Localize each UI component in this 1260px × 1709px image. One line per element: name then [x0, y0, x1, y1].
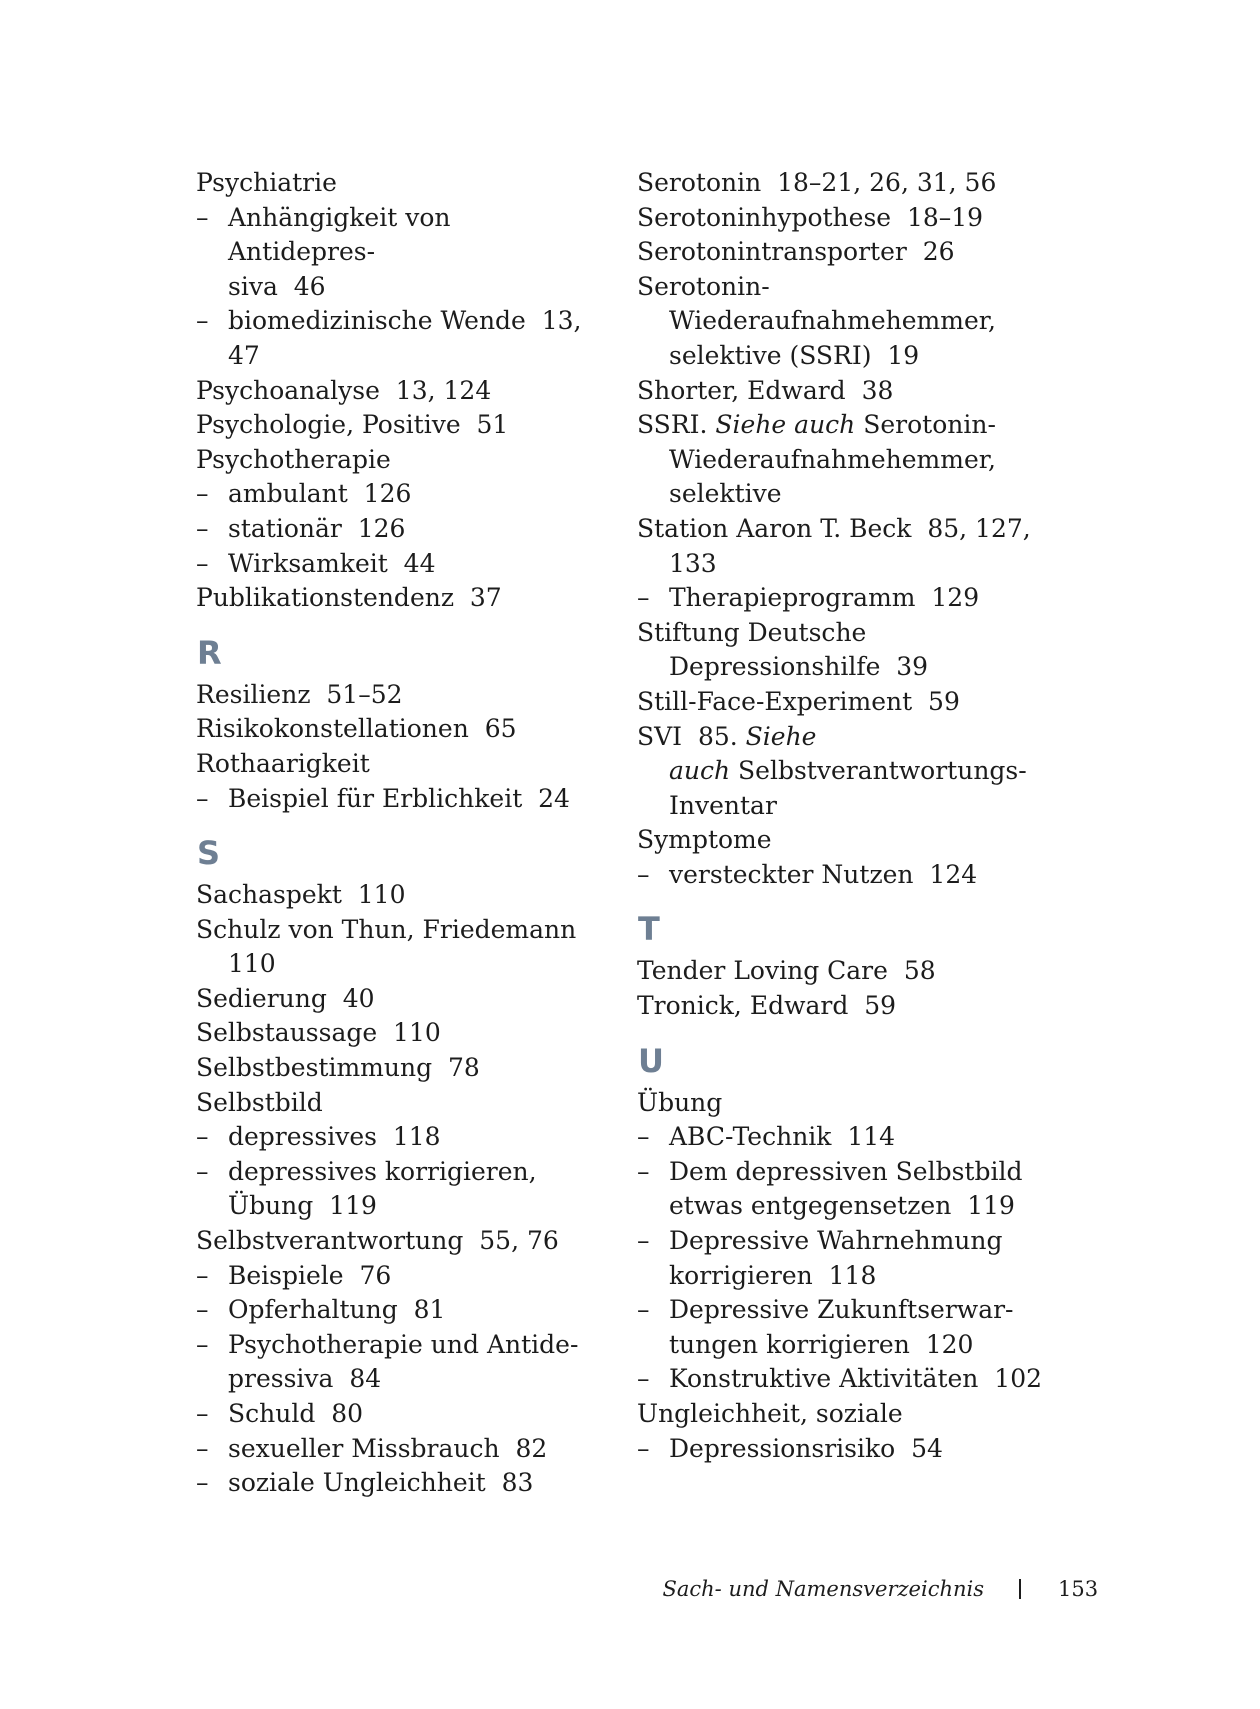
subentry-dash: –	[196, 1399, 209, 1428]
subentry-text: ABC-Technik 114	[669, 1122, 896, 1152]
index-entry: Serotoninhypothese 18–19	[637, 202, 984, 232]
index-subentry	[196, 1397, 596, 1432]
subentry-dash: –	[637, 1226, 650, 1256]
index-entry: Sedierung 40	[196, 983, 375, 1013]
subentry-text: Depressionsrisiko 54	[669, 1433, 943, 1463]
index-subentry	[196, 1432, 596, 1467]
index-entry: Shorter, Edward 38	[637, 375, 894, 405]
subentry-text: Depressive Wahrnehmung korrigieren 118	[669, 1226, 1003, 1290]
subentry-dash: –	[196, 1329, 209, 1359]
index-entry: Serotonintransporter 26	[637, 237, 955, 267]
subentry-text: Konstruktive Aktivitäten 102	[669, 1364, 1043, 1394]
index-entry: Tronick, Edward 59	[637, 991, 897, 1021]
index-subentry	[196, 782, 596, 817]
index-column-right	[637, 166, 1067, 1466]
index-entry: Selbstbild	[196, 1087, 323, 1117]
index-subentry	[196, 512, 596, 547]
section-t-entries	[637, 954, 1067, 1023]
index-subentry	[637, 1293, 1067, 1362]
subentry-dash: –	[196, 1295, 209, 1325]
subentry-dash: –	[637, 583, 650, 613]
subentry-text: Depressive Zukunftserwar- tungen korrigieren 120	[669, 1295, 1014, 1359]
index-entry: Psychotherapie	[196, 444, 391, 474]
index-subentry	[637, 858, 1067, 893]
subentry-text: Anhängigkeit von Antidepres- siva 46	[228, 202, 451, 301]
index-entry: Station Aaron T. Beck 85, 127, 133	[637, 513, 1031, 578]
index-subentry	[196, 1466, 596, 1501]
subentry-dash: –	[637, 1156, 650, 1186]
index-entry: Serotonin- Wiederaufnahmehemmer, selektive (SSRI) 19	[637, 271, 996, 370]
index-subentry	[637, 1224, 1067, 1293]
index-subentry	[196, 547, 596, 582]
subentry-dash: –	[196, 1260, 209, 1290]
subentry-text: depressives 118	[228, 1122, 441, 1152]
index-entry-ssri: SSRI. Siehe auch Serotonin- Wiederaufnahmehemmer, selektive	[637, 410, 996, 509]
subentry-text: Dem depressiven Selbstbild etwas entgegensetzen 119	[669, 1156, 1023, 1221]
index-subentry	[196, 1120, 596, 1155]
subentry-dash: –	[196, 513, 209, 543]
section-letter-r: R	[197, 633, 222, 672]
index-entry-svi: SVI 85. Siehe auch Selbstverantwortungs- Inventar	[637, 721, 1027, 820]
index-subentry	[196, 1259, 596, 1294]
section-letter-t: T	[638, 910, 660, 949]
index-entry: Schulz von Thun, Friedemann 110	[196, 914, 577, 979]
index-subentry	[637, 581, 1067, 616]
subentry-text: Wirksamkeit 44	[228, 548, 436, 578]
subentry-text: Psychotherapie und Antide- pressiva 84	[228, 1329, 579, 1394]
subentry-dash: –	[196, 479, 209, 509]
subentry-text: stationär 126	[228, 513, 406, 543]
subentry-dash: –	[637, 1122, 650, 1152]
index-subentry	[196, 304, 596, 373]
subentry-text: Therapieprogramm 129	[669, 583, 980, 613]
subentry-text: Schuld 80	[228, 1399, 364, 1428]
subentry-dash: –	[196, 783, 209, 813]
subentry-text: Beispiele 76	[228, 1260, 392, 1290]
index-entry: Still-Face-Experiment 59	[637, 686, 960, 716]
subentry-dash: –	[196, 306, 209, 336]
index-entry: Risikokonstellationen 65	[196, 714, 517, 744]
index-subentry	[637, 1155, 1067, 1224]
page-number: 153	[1058, 1577, 1099, 1601]
subentry-text: ambulant 126	[228, 479, 412, 509]
right-entries-b	[637, 512, 1067, 720]
index-subentry	[196, 1155, 596, 1224]
subentry-text: Opferhaltung 81	[228, 1295, 446, 1325]
index-subentry	[637, 1432, 1067, 1467]
index-entry: Symptome	[637, 825, 772, 855]
index-entry: Selbstbestimmung 78	[196, 1053, 480, 1083]
index-entry: Tender Loving Care 58	[637, 956, 936, 986]
subentry-dash: –	[196, 1433, 209, 1463]
index-entry: Publikationstendenz 37	[196, 583, 502, 613]
subentry-dash: –	[196, 548, 209, 578]
section-letter-u: U	[638, 1041, 664, 1080]
index-subentry	[196, 477, 596, 512]
index-subentry	[637, 1362, 1067, 1397]
index-entry: Psychoanalyse 13, 124	[196, 375, 492, 405]
right-entries-a	[637, 166, 1067, 408]
subentry-text: versteckter Nutzen 124	[669, 859, 978, 889]
subentry-text: depressives korrigieren, Übung 119	[228, 1156, 537, 1221]
subentry-text: biomedizinische Wende 13, 47	[228, 306, 582, 370]
subentry-text: sexueller Missbrauch 82	[228, 1433, 548, 1463]
subentry-dash: –	[637, 1433, 650, 1463]
index-subentry	[196, 1293, 596, 1328]
subentry-dash: –	[196, 1122, 209, 1152]
subentry-dash: –	[637, 859, 650, 889]
subentry-dash: –	[196, 202, 209, 232]
index-subentry	[196, 1328, 596, 1397]
section-r-entries	[196, 678, 596, 816]
index-entry: Stiftung Deutsche Depressionshilfe 39	[637, 617, 929, 682]
index-entry: Selbstaussage 110	[196, 1018, 441, 1048]
subentry-dash: –	[637, 1364, 650, 1394]
index-entry: Resilienz 51–52	[196, 679, 403, 709]
running-footer-title: Sach- und Namensverzeichnis	[662, 1577, 984, 1601]
subentry-dash: –	[196, 1156, 209, 1186]
index-entry: Übung	[637, 1087, 723, 1117]
index-entry: Psychologie, Positive 51	[196, 410, 509, 440]
index-entry: Ungleichheit, soziale	[637, 1399, 903, 1428]
index-entry: Rothaarigkeit	[196, 748, 370, 778]
subentry-dash: –	[637, 1295, 650, 1325]
left-entries	[196, 166, 596, 616]
section-u-entries	[637, 1086, 1067, 1467]
section-letter-s: S	[197, 834, 221, 873]
index-entry: Sachaspekt 110	[196, 880, 406, 910]
subentry-text: Beispiel für Erblichkeit 24	[228, 783, 570, 813]
page-footer	[662, 1572, 1100, 1606]
index-entry: Serotonin 18–21, 26, 31, 56	[637, 168, 997, 197]
footer-separator	[1019, 1579, 1021, 1599]
subentry-dash: –	[196, 1468, 209, 1498]
right-entries-c	[637, 823, 1067, 892]
index-entry: Selbstverantwortung 55, 76	[196, 1226, 559, 1256]
index-entry: Psychiatrie	[196, 168, 337, 197]
index-subentry	[196, 201, 596, 305]
index-subentry	[637, 1120, 1067, 1155]
index-column-left	[196, 166, 596, 1501]
section-s-entries	[196, 878, 596, 1501]
subentry-text: soziale Ungleichheit 83	[228, 1468, 534, 1498]
